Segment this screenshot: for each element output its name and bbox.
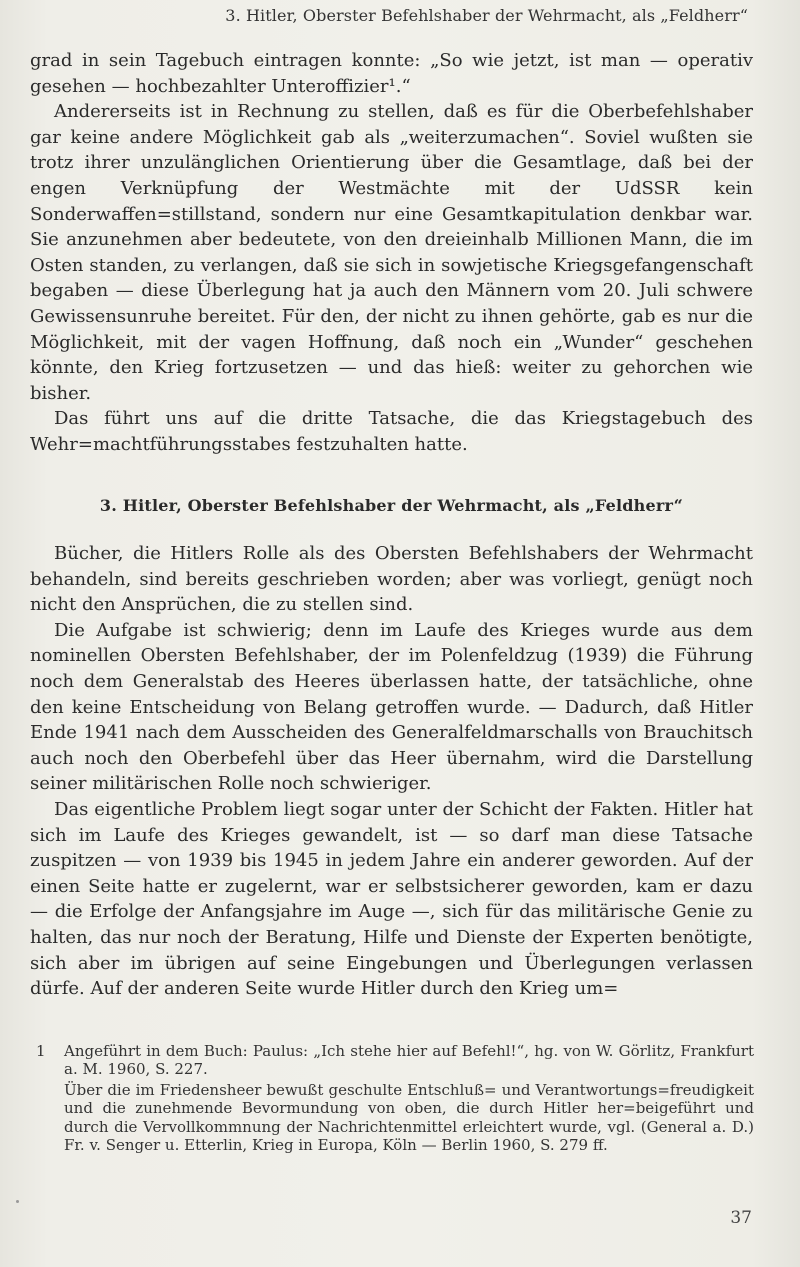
section-title: 3. Hitler, Oberster Befehlshaber der Wehrmacht, als „Feldherr“ xyxy=(99,496,684,515)
paragraph: Bücher, die Hitlers Rolle als des Obersten Befehlshabers der Wehrmacht behandeln, sind bereits geschrieben worden; aber was vorliegt, genügt noch nicht den Ansprüchen, die zu stellen sind. xyxy=(30,543,753,616)
footnote-continuation: Über die im Friedensheer bewußt geschulte Entschluß= und Verantwortungs=freudigkeit und die zunehmende Bevormundung von oben, die durch Hitler her=beigeführt und durch die Vervollkommnung der Nachrichtenmittel erleichtert wurde, vgl. (General a. D.) Fr. v. Senger u. Etterlin, Krieg in Europa, Köln — Berlin 1960, S. 279 ff. xyxy=(64,1080,754,1155)
body-text-part2 xyxy=(30,541,753,1002)
page-number: 37 xyxy=(730,1208,752,1228)
footnote-text: Angeführt in dem Buch: Paulus: „Ich stehe hier auf Befehl!“, hg. von W. Görlitz, Frankfurt a. M. 1960, S. 227. xyxy=(64,1042,754,1079)
footnote xyxy=(36,1042,754,1079)
paragraph: grad in sein Tagebuch eintragen konnte: „So wie jetzt, ist man — operativ gesehen — hochbezahlter Unteroffizier¹.“ xyxy=(30,50,753,97)
paragraph: Das führt uns auf die dritte Tatsache, die das Kriegstagebuch des Wehr=machtführungsstabes festzuhalten hatte. xyxy=(30,408,753,455)
footnote-number: 1 xyxy=(36,1042,46,1060)
body-text-part1 xyxy=(30,48,753,458)
paragraph: Das eigentliche Problem liegt sogar unter der Schicht der Fakten. Hitler hat sich im Laufe des Krieges gewandelt, ist — so darf man diese Tatsache zuspitzen — von 1939 bis 1945 in jedem Jahre ein anderer geworden. Auf der einen Seite hatte er zugelernt, war er selbstsicherer geworden, kam er dazu — die Erfolge der Anfangsjahre im Auge —, sich für das militärische Genie zu halten, das nur noch der Beratung, Hilfe und Dienste der Experten benötigte, sich aber im übrigen auf seine Eingebungen und Überlegungen verlassen dürfe. Auf der anderen Seite wurde Hitler durch den Krieg um= xyxy=(30,798,753,1000)
footnotes xyxy=(36,1042,754,1154)
running-head: 3. Hitler, Oberster Befehlshaber der Wehrmacht, als „Feldherr“ xyxy=(225,6,748,25)
paragraph: Andererseits ist in Rechnung zu stellen, daß es für die Oberbefehlshaber gar keine andere Möglichkeit gab als „weiterzumachen“. Soviel wußten sie trotz ihrer unzulänglichen Orientierung über die Gesamtlage, daß bei der engen Verknüpfung der Westmächte mit der UdSSR kein Sonderwaffen=stillstand, sondern nur eine Gesamtkapitulation denkbar war. Sie anzunehmen aber bedeutete, von den dreieinhalb Millionen Mann, die im Osten standen, zu verlangen, daß sie sich in sowjetische Kriegsgefangenschaft begaben — diese Überlegung hat ja auch den Männern vom 20. Juli schwere Gewissensunruhe bereitet. Für den, der nicht zu ihnen gehörte, gab es nur die Möglichkeit, mit der vagen Hoffnung, daß noch ein „Wunder“ geschehen könnte, den Krieg fortzusetzen — und das hieß: weiter zu gehorchen wie bisher. xyxy=(30,101,753,404)
paragraph: Die Aufgabe ist schwierig; denn im Laufe des Krieges wurde aus dem nominellen Obersten Befehlshaber, der im Polenfeldzug (1939) die Führung noch dem Generalstab des Heeres überlassen hatte, der tatsächliche, ohne den keine Entscheidung von Belang getroffen wurde. — Dadurch, daß Hitler Ende 1941 nach dem Ausscheiden des Generalfeldmarschalls von Brauchitsch auch noch den Oberbefehl über das Heer übernahm, wird die Darstellung seiner militärischen Rolle noch schwieriger. xyxy=(30,619,753,795)
paper-speck xyxy=(16,1200,19,1203)
